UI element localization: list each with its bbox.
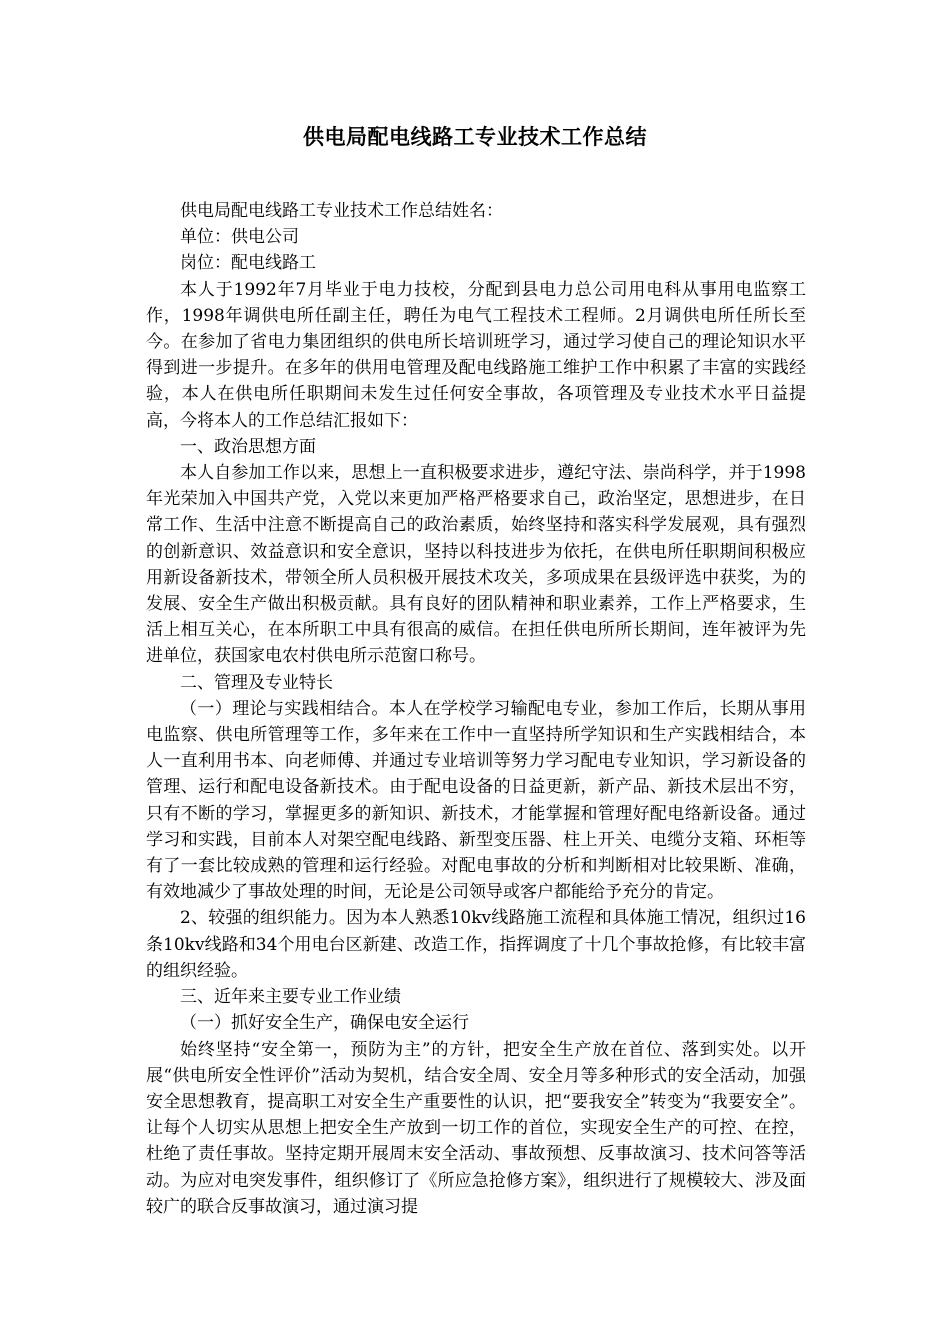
paragraph-unit: 单位：供电公司 bbox=[180, 227, 299, 248]
section-heading-political: 一、政治思想方面 bbox=[180, 436, 316, 457]
subheading-safety: （一）抓好安全生产，确保电安全运行 bbox=[180, 1013, 469, 1034]
document-body bbox=[146, 198, 806, 1220]
section-heading-achievements: 三、近年来主要专业工作业绩 bbox=[180, 987, 401, 1008]
paragraph-position: 岗位：配电线路工 bbox=[180, 253, 316, 274]
section-heading-management: 二、管理及专业特长 bbox=[180, 672, 333, 693]
paragraph-theory-practice: （一）理论与实践相结合。本人在学校学习输配电专业，参加工作后，长期从事用电监察、供电所管理等工作，多年来在工作中一直坚持所学知识和生产实践相结合，本人一直利用书本、向老师傅、并通过专业培训等努力学习配电专业知识，学习新设备的管理、运行和配电设备新技术。由于配电设备的日益更新，新产品、新技术层出不穷，只有不断的学习，掌握更多的新知识、新技术，才能掌握和管理好配电络新设备。通过学习和实践，目前本人对架空配电线路、新型变压器、柱上开关、电缆分支箱、环柜等有了一套比较成熟的管理和运行经验。对配电事故的分析和判断相对比较果断、准确，有效地减少了事故处理的时间，无论是公司领导或客户都能给予充分的肯定。 bbox=[146, 698, 806, 903]
paragraph-safety: 始终坚持“安全第一，预防为主”的方针，把安全生产放在首位、落到实处。以开展“供电所安全性评价”活动为契机，结合安全周、安全月等多种形式的安全活动，加强安全思想教育，提高职工对安全生产重要性的认识，把“要我安全”转变为“我要安全”。让每个人切实从思想上把安全生产放到一切工作的首位，实现安全生产的可控、在控，杜绝了责任事故。坚持定期开展周末安全活动、事故预想、反事故演习、技术问答等活动。为应对电突发事件，组织修订了《所应急抢修方案》，组织进行了规模较大、涉及面较广的联合反事故演习，通过演习提 bbox=[146, 1039, 806, 1217]
paragraph-name-line: 供电局配电线路工专业技术工作总结姓名： bbox=[180, 201, 503, 221]
paragraph-political: 本人自参加工作以来，思想上一直积极要求进步，遵纪守法、崇尚科学，并于1998年光荣加入中国共产党，入党以来更加严格严格要求自己，政治坚定，思想进步，在日常工作、生活中注意不断提高自己的政治素质，始终坚持和落实科学发展观，具有强烈的创新意识、效益意识和安全意识，坚持以科技进步为依托，在供电所任职期间积极应用新设备新技术，带领全所人员积极开展技术攻关，多项成果在县级评选中获奖，为的发展、安全生产做出积极贡献。具有良好的团队精神和职业素养，工作上严格要求，生活上相互关心，在本所职工中具有很高的威信。在担任供电所所长期间，连年被评为先进单位，获国家电农村供电所示范窗口称号。 bbox=[146, 463, 806, 667]
paragraph-intro: 本人于1992年7月毕业于电力技校，分配到县电力总公司用电科从事用电监察工作，1998年调供电所任副主任，聘任为电气工程技术工程师。2月调供电所任所长至今。在参加了省电力集团组织的供电所长培训班学习，通过学习使自己的理论知识水平得到进一步提升。在多年的供用电管理及配电线路施工维护工作中积累了丰富的实践经验，本人在供电所任职期间未发生过任何安全事故，各项管理及专业技术水平日益提高，今将本人的工作总结汇报如下： bbox=[146, 279, 806, 431]
document-title: 供电局配电线路工专业技术工作总结 bbox=[303, 125, 647, 149]
paragraph-organization: 2、较强的组织能力。因为本人熟悉10kv线路施工流程和具体施工情况，组织过16条10kv线路和34个用电台区新建、改造工作，指挥调度了十几个事故抢修，有比较丰富的组织经验。 bbox=[146, 908, 806, 981]
